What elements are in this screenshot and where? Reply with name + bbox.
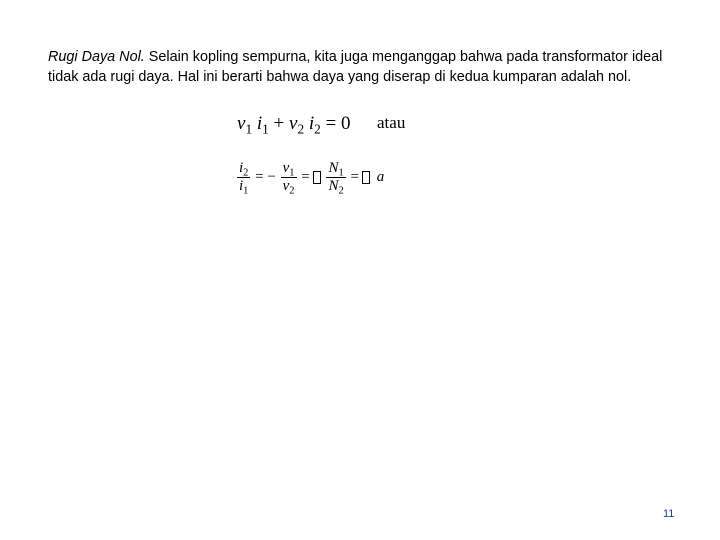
n-symbol: N: [328, 160, 339, 176]
i-symbol: i: [239, 178, 244, 194]
i-symbol: i: [308, 113, 315, 134]
plus-sign: +: [273, 113, 285, 134]
ratio-equation: [237, 160, 385, 204]
i-symbol: i: [239, 160, 244, 176]
a-symbol: a: [376, 169, 385, 185]
equals-sign: =: [301, 169, 310, 185]
v-symbol: v: [282, 160, 290, 176]
turns-ratio: [326, 160, 345, 195]
n-symbol: N: [328, 178, 339, 194]
subscript: 1: [243, 185, 249, 197]
subscript: 1: [262, 121, 269, 137]
connector-word: atau: [377, 113, 406, 132]
paragraph-lead: Rugi Daya Nol.: [48, 49, 145, 65]
placeholder-box-icon: [313, 171, 321, 184]
current-ratio: [237, 160, 250, 195]
i-symbol: i: [256, 113, 263, 134]
power-equation: [237, 112, 351, 136]
paragraph-text: Selain kopling sempurna, kita juga menganggap bahwa pada transformator ideal tidak ada rugi daya. Hal ini berarti bahwa daya yang diserap di kedua kumparan adalah nol.: [48, 49, 663, 85]
subscript: 2: [243, 167, 249, 179]
subscript: 2: [338, 185, 344, 197]
placeholder-box-icon: [362, 171, 370, 184]
rhs-value: 0: [341, 113, 351, 134]
v-symbol: v: [282, 178, 290, 194]
v-symbol: v: [237, 113, 246, 134]
equals-sign: =: [325, 113, 337, 134]
voltage-ratio: [281, 160, 297, 195]
equals-sign: =: [350, 169, 359, 185]
subscript: 2: [289, 185, 295, 197]
v-symbol: v: [289, 113, 298, 134]
equals-minus: = −: [255, 169, 276, 185]
subscript: 1: [289, 167, 295, 179]
page-number: 11: [663, 508, 675, 520]
subscript: 2: [297, 121, 305, 137]
body-paragraph: [48, 47, 688, 87]
subscript: 1: [245, 121, 253, 137]
subscript: 2: [314, 121, 321, 137]
subscript: 1: [338, 167, 344, 179]
